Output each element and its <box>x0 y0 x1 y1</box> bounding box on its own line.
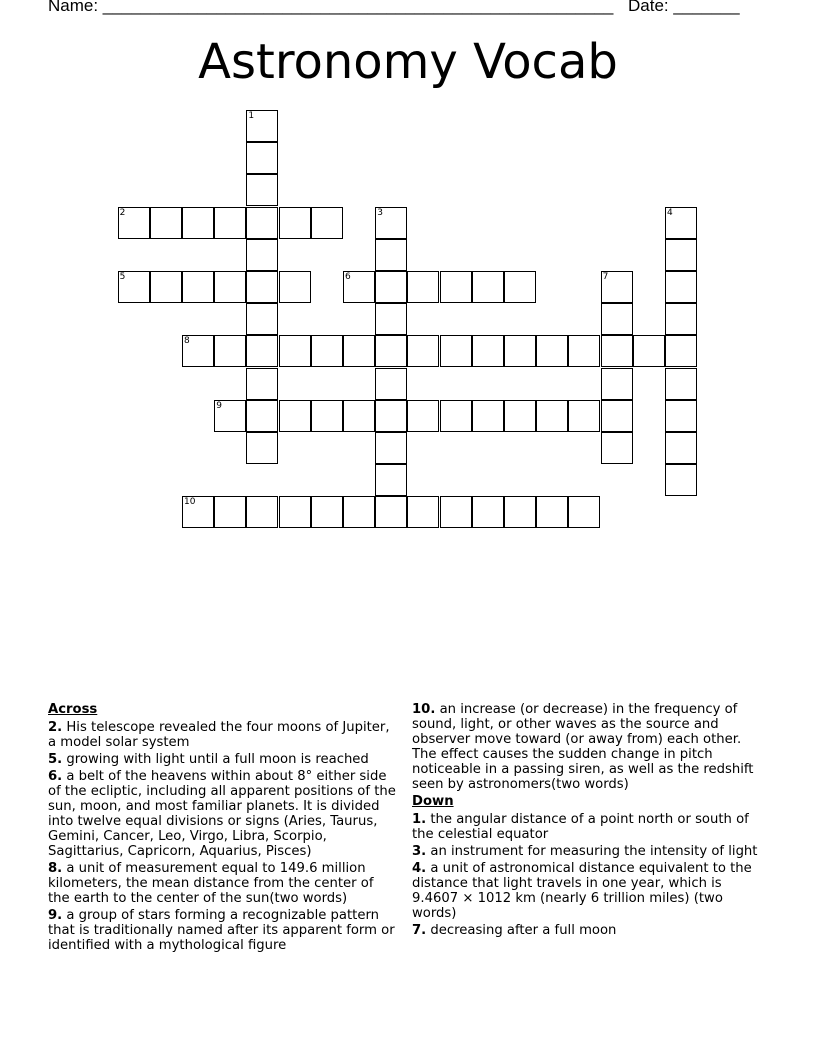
grid-cell[interactable] <box>246 110 278 142</box>
grid-cell[interactable] <box>279 496 311 528</box>
clue-num: 5. <box>48 752 63 767</box>
grid-cell[interactable] <box>375 432 407 464</box>
grid-cell[interactable] <box>182 207 214 239</box>
clue-num: 9. <box>48 908 63 923</box>
grid-cell[interactable] <box>472 496 504 528</box>
clue-text: a belt of the heavens within about 8° either side of the ecliptic, including all apparent positions of the sun, moon, and most familiar planets. It is divided into twelve equal divisions or signs (Aries, Taurus, Gemini, Cancer, Leo, Virgo, Libra, Scorpio, Sagittarius, Capricorn, Aquarius, Pisces) <box>48 769 396 859</box>
grid-cell[interactable] <box>246 174 278 206</box>
grid-cell[interactable] <box>246 303 278 335</box>
clue-text: a group of stars forming a recognizable pattern that is traditionally named after its apparent form or identified with a mythological figure <box>48 908 395 953</box>
clue-text: a unit of astronomical distance equivalent to the distance that light travels in one year, which is 9.4607 × 1012 km (nearly 6 trillion miles) (two words) <box>412 861 752 921</box>
grid-cell[interactable] <box>633 335 665 367</box>
grid-cell[interactable] <box>214 271 246 303</box>
grid-cell[interactable] <box>118 207 150 239</box>
grid-cell[interactable] <box>407 271 439 303</box>
grid-cell[interactable] <box>665 400 697 432</box>
grid-cell[interactable] <box>665 271 697 303</box>
across-clue <box>48 861 398 906</box>
page-title: Astronomy Vocab <box>198 34 618 90</box>
grid-cell[interactable] <box>568 335 600 367</box>
grid-cell[interactable] <box>375 464 407 496</box>
clue-num: 4. <box>412 861 427 876</box>
grid-cell[interactable] <box>568 400 600 432</box>
clue-text: an instrument for measuring the intensity of light <box>426 844 758 859</box>
name-line[interactable]: ______________________________________________________ <box>102 0 614 15</box>
grid-cell[interactable] <box>568 496 600 528</box>
grid-cell[interactable] <box>407 496 439 528</box>
grid-cell[interactable] <box>536 335 568 367</box>
grid-cell[interactable] <box>182 335 214 367</box>
grid-cell[interactable] <box>375 303 407 335</box>
grid-cell[interactable] <box>504 400 536 432</box>
grid-cell[interactable] <box>536 400 568 432</box>
grid-cell[interactable] <box>601 335 633 367</box>
clue-num: 1. <box>412 812 427 827</box>
grid-cell[interactable] <box>279 400 311 432</box>
grid-cell[interactable] <box>601 271 633 303</box>
grid-cell[interactable] <box>665 303 697 335</box>
clue-number: 10 <box>184 497 196 508</box>
grid-cell[interactable] <box>601 400 633 432</box>
grid-cell[interactable] <box>246 142 278 174</box>
clue-number: 3 <box>377 207 383 218</box>
grid-cell[interactable] <box>440 496 472 528</box>
grid-cell[interactable] <box>665 207 697 239</box>
clue-number: 7 <box>602 272 609 282</box>
grid-cell[interactable] <box>311 335 343 367</box>
across-clue <box>412 702 768 792</box>
grid-cell[interactable] <box>279 335 311 367</box>
clue-text: His telescope revealed the four moons of Jupiter, a model solar system <box>48 720 390 750</box>
grid-cell[interactable] <box>504 271 536 303</box>
grid-cell[interactable] <box>343 496 375 528</box>
grid-cell[interactable] <box>375 335 407 367</box>
down-clue <box>412 923 768 938</box>
grid-cell[interactable] <box>150 271 182 303</box>
grid-cell[interactable] <box>246 207 278 239</box>
clue-num: 8. <box>48 861 63 876</box>
name-label: Name: <box>48 0 103 15</box>
grid-cell[interactable] <box>182 271 214 303</box>
across-clue-list-continued <box>412 702 768 792</box>
clue-number: 4 <box>667 207 673 218</box>
grid-cell[interactable] <box>375 239 407 271</box>
clue-number: 2 <box>119 207 126 218</box>
grid-cell[interactable] <box>375 271 407 303</box>
grid-cell[interactable] <box>536 496 568 528</box>
grid-cell[interactable] <box>311 207 343 239</box>
clue-number: 1 <box>248 111 255 121</box>
grid-cell[interactable] <box>375 400 407 432</box>
grid-cell[interactable] <box>214 496 246 528</box>
clue-number: 8 <box>184 336 190 347</box>
across-heading: Across <box>48 702 98 717</box>
down-clue <box>412 812 768 842</box>
across-clue <box>48 752 398 767</box>
clue-number: 5 <box>119 272 126 282</box>
down-heading: Down <box>412 794 454 809</box>
clue-text: the angular distance of a point north or south of the celestial equator <box>412 812 749 842</box>
grid-cell[interactable] <box>118 271 150 303</box>
grid-cell[interactable] <box>407 335 439 367</box>
grid-cell[interactable] <box>665 239 697 271</box>
clue-num: 6. <box>48 769 63 784</box>
grid-cell[interactable] <box>343 335 375 367</box>
grid-cell[interactable] <box>601 432 633 464</box>
grid-cell[interactable] <box>665 464 697 496</box>
grid-cell[interactable] <box>472 335 504 367</box>
across-clue <box>48 908 398 953</box>
clue-number: 6 <box>345 272 351 282</box>
clue-num: 10. <box>412 702 436 717</box>
grid-cell[interactable] <box>246 368 278 400</box>
grid-cell[interactable] <box>182 496 214 528</box>
across-clue <box>48 769 398 859</box>
clue-text: decreasing after a full moon <box>426 923 617 938</box>
grid-cell[interactable] <box>343 400 375 432</box>
grid-cell[interactable] <box>440 271 472 303</box>
grid-cell[interactable] <box>214 400 246 432</box>
clue-num: 2. <box>48 720 63 735</box>
grid-cell[interactable] <box>279 271 311 303</box>
clue-text: a unit of measurement equal to 149.6 million kilometers, the mean distance from the center of the earth to the center of the sun(two words) <box>48 861 374 906</box>
clue-num: 7. <box>412 923 427 938</box>
grid-cell[interactable] <box>246 432 278 464</box>
clue-num: 3. <box>412 844 427 859</box>
across-clue <box>48 720 398 750</box>
grid-cell[interactable] <box>246 239 278 271</box>
clue-number: 9 <box>216 400 222 411</box>
grid-cell[interactable] <box>601 368 633 400</box>
date-line[interactable]: _______ <box>673 0 740 15</box>
grid-cell[interactable] <box>472 271 504 303</box>
grid-cell[interactable] <box>214 335 246 367</box>
grid-cell[interactable] <box>440 335 472 367</box>
clues-column-left <box>48 702 398 955</box>
grid-cell[interactable] <box>246 496 278 528</box>
grid-cell[interactable] <box>472 400 504 432</box>
down-clue <box>412 861 768 921</box>
grid-cell[interactable] <box>246 400 278 432</box>
grid-cell[interactable] <box>407 400 439 432</box>
grid-cell[interactable] <box>375 207 407 239</box>
grid-cell[interactable] <box>214 207 246 239</box>
grid-cell[interactable] <box>246 335 278 367</box>
down-clue <box>412 844 768 859</box>
across-clue-list <box>48 720 398 953</box>
clues-column-right <box>412 702 768 940</box>
grid-cell[interactable] <box>504 496 536 528</box>
down-clue-list <box>412 812 768 938</box>
grid-cell[interactable] <box>150 207 182 239</box>
grid-cell[interactable] <box>375 496 407 528</box>
grid-cell[interactable] <box>246 271 278 303</box>
grid-cell[interactable] <box>601 303 633 335</box>
grid-cell[interactable] <box>375 368 407 400</box>
grid-cell[interactable] <box>311 496 343 528</box>
clue-text: an increase (or decrease) in the frequency of sound, light, or other waves as the source and observer move toward (or away from) each other. The effect causes the sudden change in pitch noticeable in a passing siren, as well as the redshift seen by astronomers(two words) <box>412 702 754 792</box>
grid-cell[interactable] <box>279 207 311 239</box>
grid-cell[interactable] <box>665 432 697 464</box>
clue-text: growing with light until a full moon is reached <box>62 752 369 767</box>
grid-cell[interactable] <box>504 335 536 367</box>
grid-cell[interactable] <box>665 335 697 367</box>
grid-cell[interactable] <box>440 400 472 432</box>
date-label: Date: <box>628 0 674 15</box>
grid-cell[interactable] <box>311 400 343 432</box>
grid-cell[interactable] <box>665 368 697 400</box>
grid-cell[interactable] <box>343 271 375 303</box>
